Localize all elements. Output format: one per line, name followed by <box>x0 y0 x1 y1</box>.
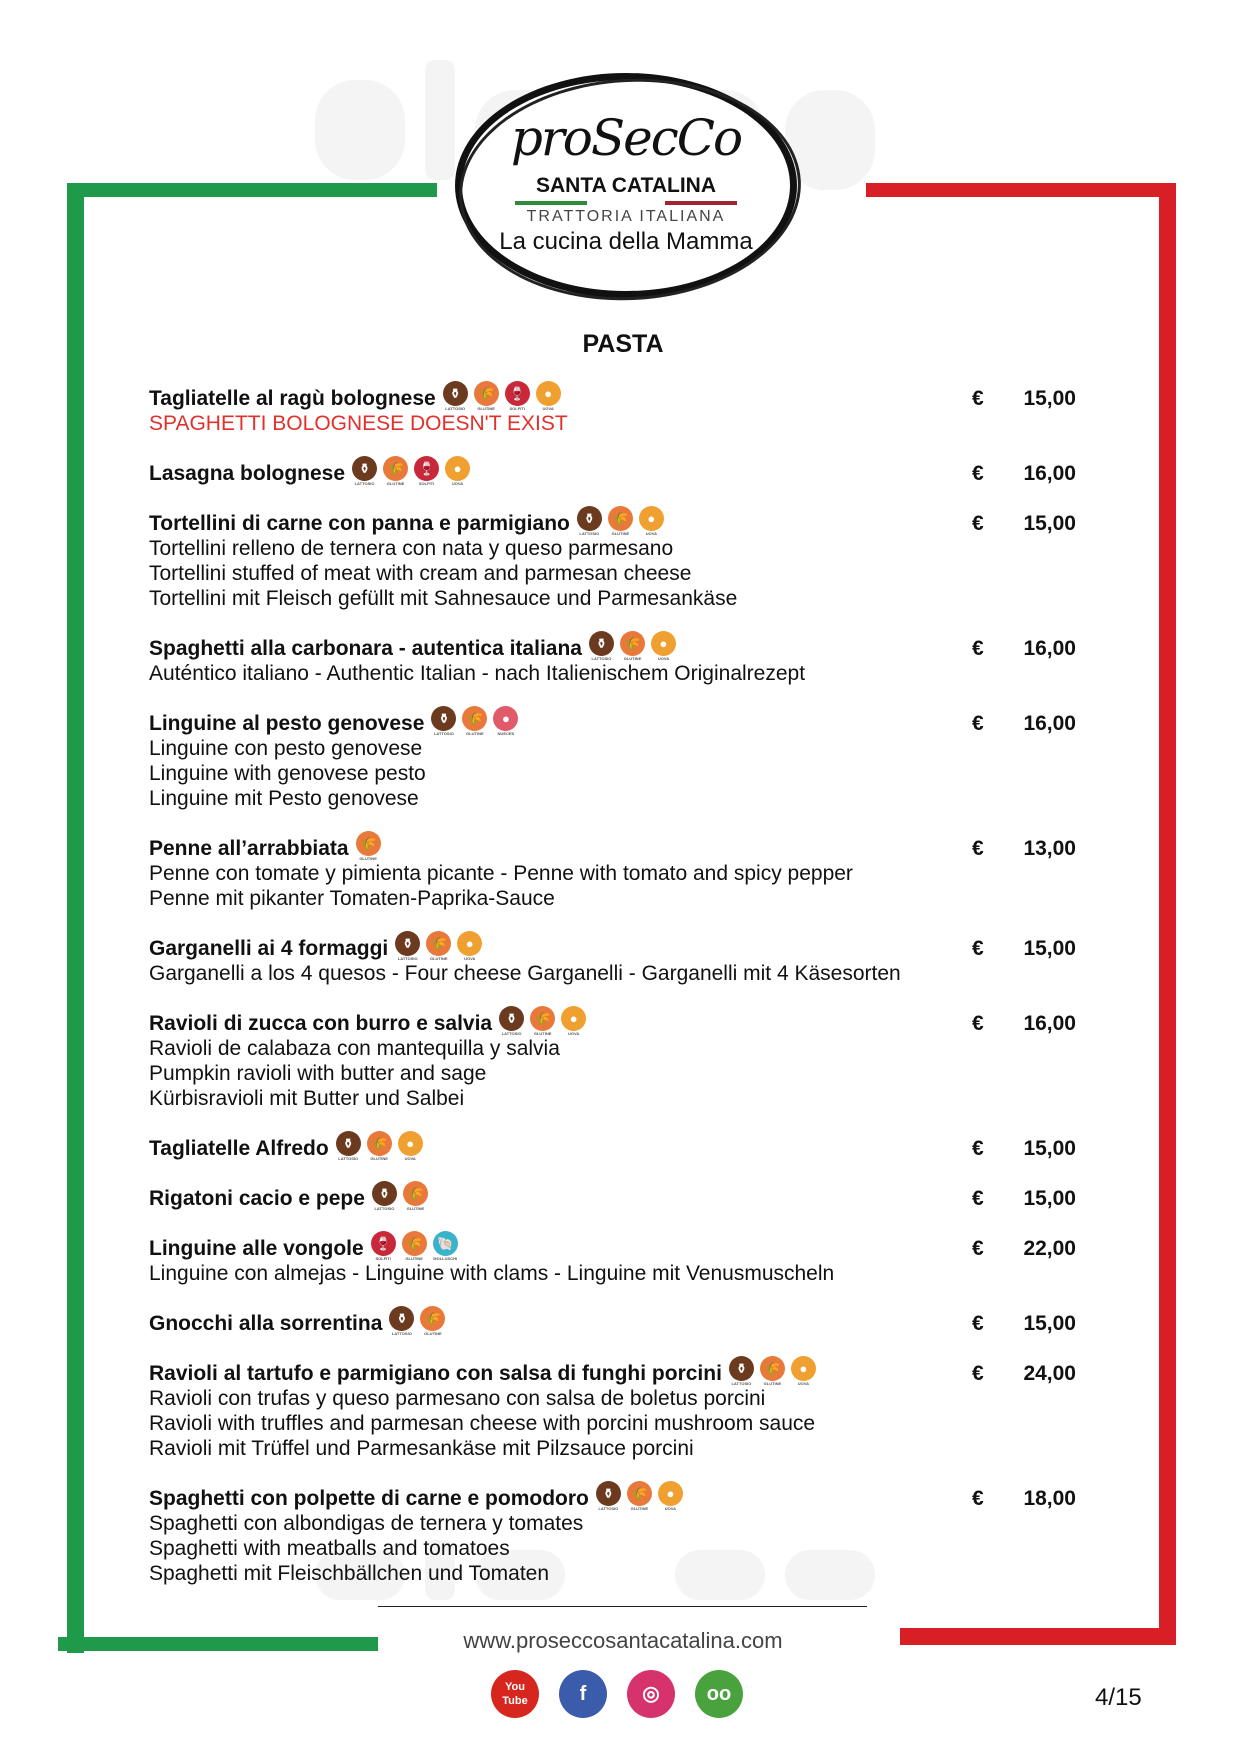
nuts-allergen-icon: ● NUECES <box>492 706 519 731</box>
item-description: Linguine mit Pesto genovese <box>149 787 419 810</box>
allergen-icons <box>335 1136 424 1161</box>
currency-symbol: € <box>972 712 984 735</box>
item-name: Gnocchi alla sorrentina <box>149 1312 383 1335</box>
glutine-allergen-icon: 🌾 GLUTINE <box>366 1131 393 1156</box>
section-title: PASTA <box>582 330 664 358</box>
uova-allergen-icon: ● UOVA <box>638 506 665 531</box>
lattosio-allergen-icon: ⚱ LATTOSIO <box>576 506 603 531</box>
item-name: Spaghetti con polpette di carne e pomodoro <box>149 1487 589 1510</box>
item-title-row <box>149 936 1079 961</box>
allergen-icons <box>498 1011 587 1036</box>
currency-symbol: € <box>972 637 984 660</box>
allergen-icons <box>588 636 677 661</box>
molluschi-allergen-icon: 🐚 MOLLUSCHI <box>432 1231 459 1256</box>
item-name: Rigatoni cacio e pepe <box>149 1187 365 1210</box>
item-description: Tortellini mit Fleisch gefüllt mit Sahnesauce und Parmesankäse <box>149 587 738 610</box>
footer-divider <box>378 1606 867 1607</box>
menu-item <box>149 511 1079 611</box>
warning-text: SPAGHETTI BOLOGNESE DOESN'T EXIST <box>149 412 568 435</box>
menu-item <box>149 461 1079 486</box>
item-name: Tagliatelle Alfredo <box>149 1137 329 1160</box>
item-title-row <box>149 1186 1079 1211</box>
lattosio-allergen-icon: ⚱ LATTOSIO <box>394 931 421 956</box>
uova-allergen-icon: ● UOVA <box>657 1481 684 1506</box>
frame-right <box>1159 195 1176 1645</box>
item-name: Spaghetti alla carbonara - autentica italiana <box>149 637 582 660</box>
uova-allergen-icon: ● UOVA <box>560 1006 587 1031</box>
glutine-allergen-icon: 🌾 GLUTINE <box>626 1481 653 1506</box>
menu-item <box>149 836 1079 911</box>
solfiti-allergen-icon: 🍷 SOLFITI <box>370 1231 397 1256</box>
glutine-allergen-icon: 🌾 GLUTINE <box>401 1231 428 1256</box>
item-price: 13,00 <box>1023 837 1076 860</box>
item-description: Spaghetti with meatballs and tomatoes <box>149 1537 510 1560</box>
item-description: Auténtico italiano - Authentic Italian - nach Italienischem Originalrezept <box>149 662 806 685</box>
item-price: 15,00 <box>1023 937 1076 960</box>
logo-motto: La cucina della Mamma <box>499 228 753 255</box>
glutine-allergen-icon: 🌾 GLUTINE <box>607 506 634 531</box>
currency-symbol: € <box>972 387 984 410</box>
menu-item <box>149 386 1079 436</box>
item-price: 16,00 <box>1023 712 1076 735</box>
lattosio-allergen-icon: ⚱ LATTOSIO <box>430 706 457 731</box>
item-description: Ravioli mit Trüffel und Parmesankäse mit Pilzsauce porcini <box>149 1437 694 1460</box>
logo-tagline: TRATTORIA ITALIANA <box>526 208 726 225</box>
currency-symbol: € <box>972 937 984 960</box>
glutine-allergen-icon: 🌾 GLUTINE <box>529 1006 556 1031</box>
item-description: Spaghetti con albondigas de ternera y tomates <box>149 1512 584 1535</box>
item-title-row <box>149 1361 1079 1386</box>
restaurant-logo <box>455 73 797 298</box>
solfiti-allergen-icon: 🍷 SOLFITI <box>504 381 531 406</box>
glutine-allergen-icon: 🌾 GLUTINE <box>419 1306 446 1331</box>
allergen-icons <box>371 1186 429 1211</box>
item-name: Tortellini di carne con panna e parmigiano <box>149 512 570 535</box>
item-name: Tagliatelle al ragù bolognese <box>149 387 436 410</box>
item-description: Kürbisravioli mit Butter und Salbei <box>149 1087 465 1110</box>
currency-symbol: € <box>972 1237 984 1260</box>
allergen-icons <box>388 1311 446 1336</box>
currency-symbol: € <box>972 1487 984 1510</box>
menu-item <box>149 636 1079 686</box>
glutine-allergen-icon: 🌾 GLUTINE <box>425 931 452 956</box>
item-price: 16,00 <box>1023 637 1076 660</box>
item-description: Ravioli con trufas y queso parmesano con salsa de boletus porcini <box>149 1387 766 1410</box>
item-title-row <box>149 511 1079 536</box>
allergen-icons <box>370 1236 459 1261</box>
social-links <box>491 1670 743 1718</box>
item-description: Ravioli de calabaza con mantequilla y salvia <box>149 1037 560 1060</box>
allergen-icons <box>351 461 471 486</box>
tripadvisor-icon[interactable]: oo <box>695 1670 743 1718</box>
currency-symbol: € <box>972 462 984 485</box>
item-title-row <box>149 1311 1079 1336</box>
menu-item <box>149 1361 1079 1461</box>
item-description: Penne con tomate y pimienta picante - Penne with tomato and spicy pepper <box>149 862 853 885</box>
item-price: 18,00 <box>1023 1487 1076 1510</box>
solfiti-allergen-icon: 🍷 SOLFITI <box>413 456 440 481</box>
item-title-row <box>149 711 1079 736</box>
frame-top-left <box>67 183 437 197</box>
lattosio-allergen-icon: ⚱ LATTOSIO <box>351 456 378 481</box>
currency-symbol: € <box>972 1312 984 1335</box>
item-description: Pumpkin ravioli with butter and sage <box>149 1062 487 1085</box>
item-name: Linguine alle vongole <box>149 1237 364 1260</box>
frame-left <box>67 183 84 1653</box>
currency-symbol: € <box>972 837 984 860</box>
allergen-icons <box>595 1486 684 1511</box>
allergen-icons <box>442 386 562 411</box>
item-title-row <box>149 461 1079 486</box>
uova-allergen-icon: ● UOVA <box>444 456 471 481</box>
item-description: Linguine with genovese pesto <box>149 762 426 785</box>
item-price: 16,00 <box>1023 462 1076 485</box>
item-description: Tortellini relleno de ternera con nata y queso parmesano <box>149 537 674 560</box>
allergen-icons <box>430 711 519 736</box>
uova-allergen-icon: ● UOVA <box>397 1131 424 1156</box>
allergen-icons <box>728 1361 817 1386</box>
page-number: 4/15 <box>1095 1684 1142 1711</box>
menu-item <box>149 1011 1079 1111</box>
uova-allergen-icon: ● UOVA <box>790 1356 817 1381</box>
item-title-row <box>149 836 1079 861</box>
menu-item <box>149 1186 1079 1211</box>
item-description: Tortellini stuffed of meat with cream and parmesan cheese <box>149 562 692 585</box>
item-price: 16,00 <box>1023 1012 1076 1035</box>
item-name: Ravioli di zucca con burro e salvia <box>149 1012 493 1035</box>
instagram-icon[interactable]: ◎ <box>627 1670 675 1718</box>
item-title-row <box>149 636 1079 661</box>
item-title-row <box>149 1011 1079 1036</box>
item-price: 15,00 <box>1023 512 1076 535</box>
allergen-icons <box>355 836 382 861</box>
item-price: 15,00 <box>1023 1137 1076 1160</box>
glutine-allergen-icon: 🌾 GLUTINE <box>355 831 382 856</box>
currency-symbol: € <box>972 1362 984 1385</box>
item-price: 15,00 <box>1023 387 1076 410</box>
menu-item <box>149 711 1079 811</box>
glutine-allergen-icon: 🌾 GLUTINE <box>461 706 488 731</box>
item-description: Linguine con almejas - Linguine with clams - Linguine mit Venusmuscheln <box>149 1262 835 1285</box>
menu-item <box>149 1311 1079 1336</box>
menu-list <box>149 386 1079 1611</box>
glutine-allergen-icon: 🌾 GLUTINE <box>473 381 500 406</box>
item-title-row <box>149 386 1079 411</box>
currency-symbol: € <box>972 512 984 535</box>
item-title-row <box>149 1236 1079 1261</box>
menu-item <box>149 1236 1079 1286</box>
glutine-allergen-icon: 🌾 GLUTINE <box>619 631 646 656</box>
item-name: Lasagna bolognese <box>149 462 346 485</box>
uova-allergen-icon: ● UOVA <box>650 631 677 656</box>
item-price: 15,00 <box>1023 1187 1076 1210</box>
lattosio-allergen-icon: ⚱ LATTOSIO <box>498 1006 525 1031</box>
item-description: Garganelli a los 4 quesos - Four cheese Garganelli - Garganelli mit 4 Käsesorten <box>149 962 901 985</box>
lattosio-allergen-icon: ⚱ LATTOSIO <box>588 631 615 656</box>
item-name: Linguine al pesto genovese <box>149 712 425 735</box>
currency-symbol: € <box>972 1187 984 1210</box>
item-name: Penne all’arrabbiata <box>149 837 349 860</box>
allergen-icons <box>576 511 665 536</box>
frame-top-right <box>866 183 1176 197</box>
item-price: 22,00 <box>1023 1237 1076 1260</box>
glutine-allergen-icon: 🌾 GLUTINE <box>402 1181 429 1206</box>
item-price: 24,00 <box>1023 1362 1076 1385</box>
logo-subtitle: SANTA CATALINA <box>535 174 717 197</box>
lattosio-allergen-icon: ⚱ LATTOSIO <box>371 1181 398 1206</box>
item-description: Linguine con pesto genovese <box>149 737 423 760</box>
item-name: Ravioli al tartufo e parmigiano con salsa di funghi porcini <box>149 1362 722 1385</box>
lattosio-allergen-icon: ⚱ LATTOSIO <box>728 1356 755 1381</box>
website-link[interactable]: www.proseccosantacatalina.com <box>463 1628 783 1653</box>
lattosio-allergen-icon: ⚱ LATTOSIO <box>442 381 469 406</box>
item-name: Garganelli ai 4 formaggi <box>149 937 389 960</box>
item-description: Spaghetti mit Fleischbällchen und Tomaten <box>149 1562 550 1585</box>
menu-item <box>149 936 1079 986</box>
item-description: Penne mit pikanter Tomaten-Paprika-Sauce <box>149 887 555 910</box>
allergen-icons <box>394 936 483 961</box>
facebook-icon[interactable]: f <box>559 1670 607 1718</box>
currency-symbol: € <box>972 1137 984 1160</box>
menu-item <box>149 1486 1079 1586</box>
item-title-row <box>149 1136 1079 1161</box>
item-price: 15,00 <box>1023 1312 1076 1335</box>
glutine-allergen-icon: 🌾 GLUTINE <box>759 1356 786 1381</box>
menu-item <box>149 1136 1079 1161</box>
item-description: Ravioli with truffles and parmesan cheese with porcini mushroom sauce <box>149 1412 816 1435</box>
item-title-row <box>149 1486 1079 1511</box>
currency-symbol: € <box>972 1012 984 1035</box>
uova-allergen-icon: ● UOVA <box>456 931 483 956</box>
logo-brand: proSecCo <box>510 109 742 167</box>
youtube-icon[interactable]: You Tube <box>491 1670 539 1718</box>
uova-allergen-icon: ● UOVA <box>535 381 562 406</box>
glutine-allergen-icon: 🌾 GLUTINE <box>382 456 409 481</box>
lattosio-allergen-icon: ⚱ LATTOSIO <box>335 1131 362 1156</box>
lattosio-allergen-icon: ⚱ LATTOSIO <box>388 1306 415 1331</box>
lattosio-allergen-icon: ⚱ LATTOSIO <box>595 1481 622 1506</box>
